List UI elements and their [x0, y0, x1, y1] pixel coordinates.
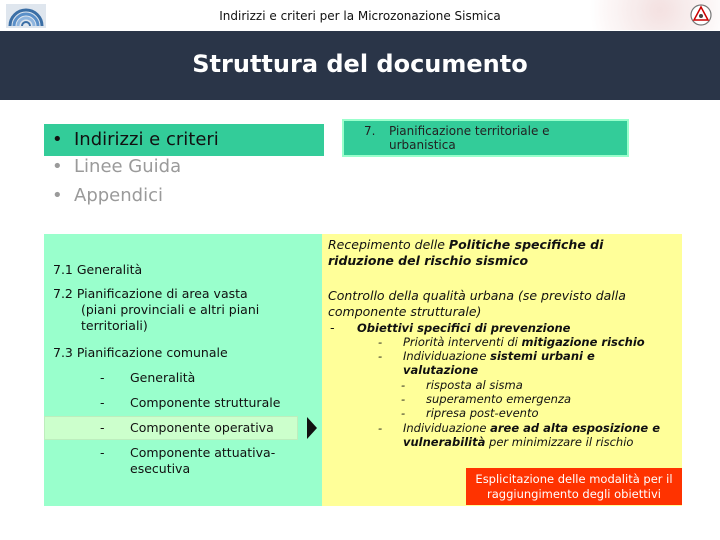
subitem-dash: - — [100, 420, 105, 435]
item-mitigazione — [403, 335, 678, 349]
bullet-label: Indirizzi e criteri — [74, 129, 219, 150]
subitem-superamento: superamento emergenza — [426, 392, 572, 406]
chapter-title: Pianificazione territoriale e urbanistica — [389, 124, 550, 152]
item-sistemi-urbani — [403, 349, 623, 377]
subitem-ripresa: ripresa post-evento — [426, 406, 539, 420]
item-dash: - — [378, 349, 383, 363]
text-bold: aree ad alta esposizione e vulnerabilità — [403, 421, 660, 449]
section-7-1[interactable]: 7.1 Generalità — [53, 262, 143, 277]
subitem-componente-strutturale[interactable]: Componente strutturale — [130, 395, 281, 410]
bullet-label: Appendici — [74, 185, 163, 206]
subitem-risposta: risposta al sisma — [426, 378, 523, 392]
subitem-componente-attuativa[interactable]: Componente attuativa-esecutiva — [130, 445, 276, 476]
controllo-paragraph: Controllo della qualità urbana (se previsto dalla componente strutturale) — [328, 288, 626, 319]
subitem-dash: - — [100, 370, 105, 385]
page-title: Struttura del documento — [192, 50, 528, 78]
text-bold: Politiche specifiche di riduzione del rischio sismico — [328, 237, 604, 268]
bullet-marker: • — [52, 129, 63, 150]
red-callout-text: Esplicitazione delle modalità per il raggiungimento degli obiettivi — [475, 472, 673, 501]
subitem-dash: - — [100, 395, 105, 410]
item-dash: - — [378, 335, 383, 349]
obiettivi-heading: Obiettivi specifici di prevenzione — [357, 321, 571, 335]
text-bold: sistemi urbani e valutazione — [403, 349, 595, 377]
subitem-dash: - — [401, 392, 406, 406]
bullet-item-linee-guida[interactable] — [44, 152, 324, 182]
subitem-dash: - — [401, 406, 406, 420]
item-aree-esposizione — [403, 421, 675, 449]
text-fragment: Recepimento delle — [328, 237, 449, 252]
bullet-label: Linee Guida — [74, 156, 182, 177]
text-fragment: Individuazione — [403, 421, 491, 435]
header-title: Indirizzi e criteri per la Microzonazione Sismica — [219, 9, 501, 23]
subitem-dash: - — [401, 378, 406, 392]
chapter-number: 7. — [364, 124, 376, 138]
subitem-componente-operativa[interactable]: Componente operativa — [130, 420, 274, 435]
bullet-dash: - — [330, 320, 335, 335]
text-fragment: Priorità interventi di — [403, 335, 522, 349]
civil-protection-emblem-icon — [688, 3, 714, 27]
text-bold: mitigazione rischio — [521, 335, 645, 349]
item-dash: - — [378, 421, 383, 435]
arrow-right-icon — [307, 417, 317, 439]
bullet-marker: • — [52, 185, 63, 206]
politiche-paragraph — [328, 237, 658, 269]
section-7-2[interactable]: 7.2 Pianificazione di area vasta — [53, 286, 248, 301]
bullet-item-appendici[interactable] — [44, 181, 324, 211]
subitem-dash: - — [100, 445, 105, 460]
section-7-2-subtitle: (piani provinciali e altri piani territoriali) — [81, 302, 260, 333]
text-fragment: Individuazione — [403, 349, 491, 363]
bullet-marker: • — [52, 156, 63, 177]
text-fragment: per minimizzare il rischio — [485, 435, 634, 449]
section-7-3[interactable]: 7.3 Pianificazione comunale — [53, 345, 228, 360]
subitem-generalita[interactable]: Generalità — [130, 370, 196, 385]
